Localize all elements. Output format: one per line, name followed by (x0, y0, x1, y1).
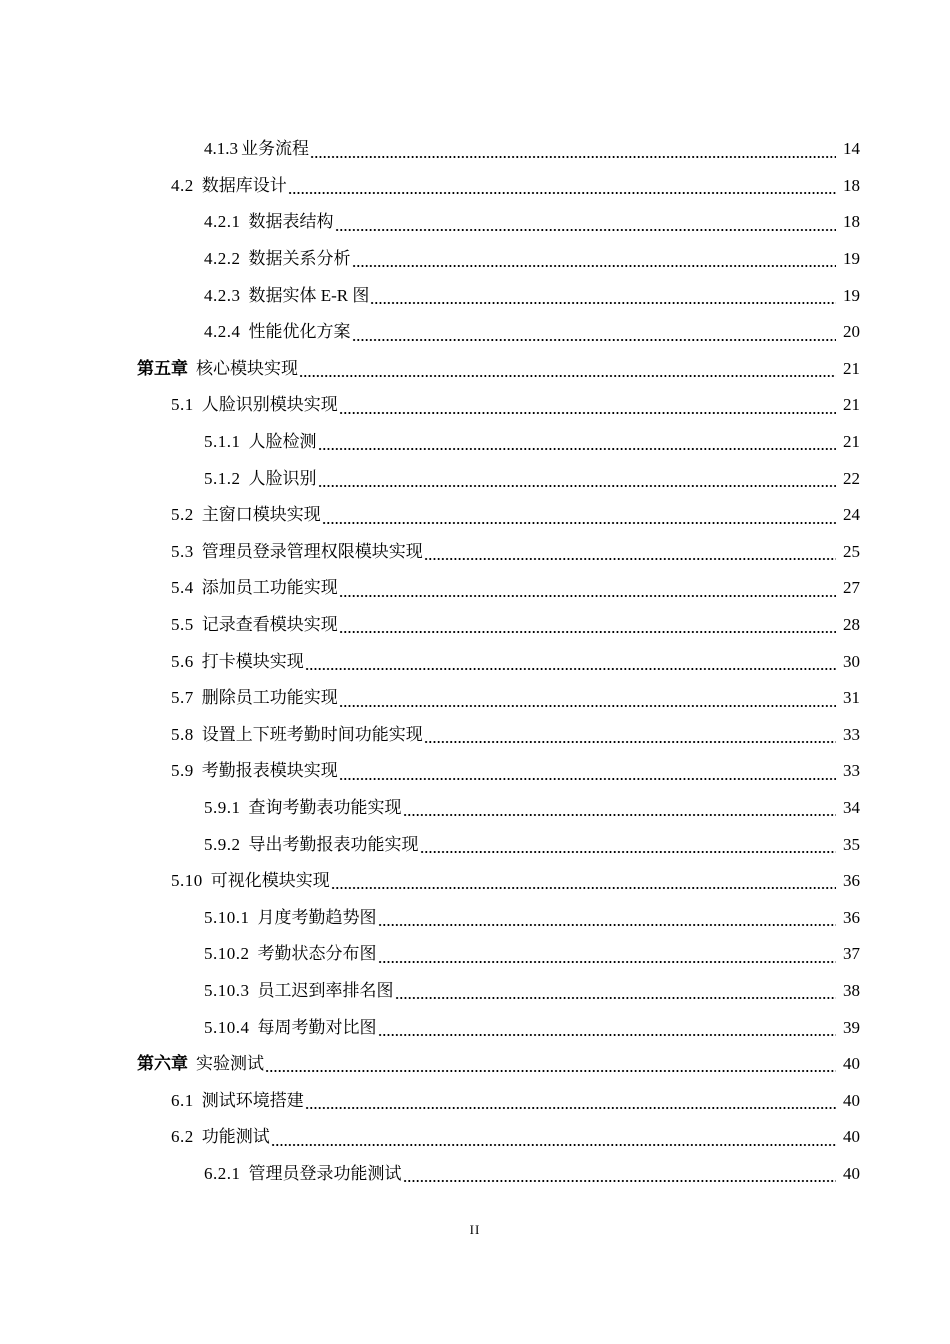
toc-entry-number: 5.10.4 (204, 1017, 250, 1037)
toc-entry[interactable] (0, 424, 950, 461)
toc-dot-leader (305, 668, 836, 670)
toc-entry-title: 功能测试 (201, 1127, 270, 1147)
toc-dot-leader (339, 631, 836, 633)
toc-entry[interactable] (0, 717, 950, 754)
toc-entry-page: 33 (843, 761, 860, 781)
toc-dot-leader (339, 412, 836, 414)
toc-entry-page: 19 (843, 285, 860, 305)
toc-entry-label (204, 907, 377, 929)
toc-entry-number: 第六章 (137, 1054, 188, 1074)
toc-entry-label (171, 870, 330, 892)
toc-entry-title: 添加员工功能实现 (201, 578, 338, 598)
toc-dot-leader (370, 302, 836, 304)
toc-entry[interactable] (0, 241, 950, 278)
toc-entry-number: 5.1 (171, 395, 194, 415)
toc-dot-leader (322, 522, 836, 524)
toc-entry-page: 21 (843, 358, 860, 378)
toc-dot-leader (339, 705, 836, 707)
toc-entry-title: 设置上下班考勤时间功能实现 (201, 724, 423, 744)
toc-entry[interactable] (0, 351, 950, 388)
toc-entry-title: 查询考勤表功能实现 (248, 797, 402, 817)
toc-entry-page: 22 (843, 468, 860, 488)
toc-entry[interactable] (0, 534, 950, 571)
toc-entry-page: 35 (843, 834, 860, 854)
toc-entry-title: 核心模块实现 (196, 358, 298, 378)
toc-entry[interactable] (0, 1156, 950, 1193)
toc-entry-title: 测试环境搭建 (201, 1090, 304, 1110)
toc-dot-leader (288, 192, 836, 194)
toc-entry-title: 月度考勤趋势图 (257, 907, 377, 927)
toc-entry-number: 5.3 (171, 541, 194, 561)
toc-dot-leader (299, 375, 836, 377)
toc-dot-leader (395, 997, 837, 999)
toc-entry-page: 38 (843, 980, 860, 1000)
page-number: II (469, 1222, 481, 1237)
toc-entry-title: 可视化模块实现 (210, 871, 330, 891)
toc-entry-title: 考勤报表模块实现 (201, 761, 338, 781)
toc-entry-title: 人脸检测 (248, 432, 317, 452)
toc-entry[interactable] (0, 643, 950, 680)
toc-entry-label (171, 724, 423, 746)
toc-entry[interactable] (0, 277, 950, 314)
toc-entry-page: 36 (843, 871, 860, 891)
toc-entry[interactable] (0, 204, 950, 241)
toc-entry-title: 打卡模块实现 (201, 651, 304, 671)
toc-entry-title: 导出考勤报表功能实现 (248, 834, 419, 854)
toc-entry-number: 5.10 (171, 871, 203, 891)
toc-entry-number: 5.1.2 (204, 468, 241, 488)
toc-entry-label (171, 687, 338, 709)
toc-entry-number: 4.1.3 (204, 139, 238, 159)
toc-entry-page: 28 (843, 615, 860, 635)
toc-entry-number: 5.10.1 (204, 907, 250, 927)
toc-entry-page: 18 (843, 175, 860, 195)
toc-entry[interactable] (0, 973, 950, 1010)
toc-entry-label (137, 358, 298, 380)
toc-entry-label (171, 504, 321, 526)
toc-entry-title: 性能优化方案 (248, 322, 351, 342)
toc-entry-number: 4.2.2 (204, 249, 241, 269)
toc-entry-page: 34 (843, 797, 860, 817)
toc-entry-page: 24 (843, 505, 860, 525)
toc-dot-leader (378, 961, 837, 963)
toc-entry-number: 5.10.3 (204, 980, 250, 1000)
toc-entry-page: 39 (843, 1017, 860, 1037)
toc-entry-label (204, 1163, 402, 1185)
toc-dot-leader (339, 595, 836, 597)
toc-entry-title: 数据关系分析 (248, 249, 351, 269)
toc-entry-number: 5.4 (171, 578, 194, 598)
toc-entry[interactable] (0, 1082, 950, 1119)
toc-dot-leader (420, 851, 837, 853)
toc-entry-page: 21 (843, 395, 860, 415)
toc-entry-label (171, 1126, 270, 1148)
toc-dot-leader (265, 1070, 836, 1072)
toc-entry-label (204, 797, 402, 819)
toc-entry-title: 管理员登录管理权限模块实现 (201, 541, 423, 561)
toc-entry[interactable] (0, 680, 950, 717)
toc-entry-page: 40 (843, 1054, 860, 1074)
toc-entry-label (204, 248, 351, 270)
toc-dot-leader (352, 339, 837, 341)
toc-entry-page: 37 (843, 944, 860, 964)
toc-entry-title: 人脸识别模块实现 (201, 395, 338, 415)
toc-dot-leader (331, 887, 836, 889)
toc-entry-number: 4.2 (171, 175, 194, 195)
toc-entry[interactable] (0, 826, 950, 863)
toc-entry[interactable] (0, 131, 950, 168)
toc-entry[interactable] (0, 1046, 950, 1083)
toc-entry-page: 40 (843, 1163, 860, 1183)
toc-entry-number: 4.2.4 (204, 322, 241, 342)
toc-entry-label (171, 577, 338, 599)
toc-entry[interactable] (0, 899, 950, 936)
toc-entry-number: 4.2.1 (204, 212, 241, 232)
toc-entry-page: 30 (843, 651, 860, 671)
toc-entry-page: 31 (843, 688, 860, 708)
toc-entry-label (204, 834, 419, 856)
toc-entry-label (204, 138, 309, 160)
toc-dot-leader (305, 1107, 836, 1109)
toc-entry-title: 每周考勤对比图 (257, 1017, 377, 1037)
toc-entry[interactable] (0, 607, 950, 644)
toc-entry-title: 主窗口模块实现 (201, 505, 321, 525)
toc-entry-title: 删除员工功能实现 (201, 688, 338, 708)
toc-dot-leader (424, 558, 836, 560)
toc-dot-leader (271, 1144, 836, 1146)
toc-entry[interactable] (0, 168, 950, 205)
toc-entry-title: 考勤状态分布图 (257, 944, 377, 964)
toc-dot-leader (378, 1034, 837, 1036)
toc-entry-label (204, 285, 369, 307)
toc-entry[interactable] (0, 497, 950, 534)
toc-entry[interactable] (0, 753, 950, 790)
table-of-contents (0, 131, 950, 1192)
toc-entry-label (171, 175, 287, 197)
toc-entry-title: 人脸识别 (248, 468, 317, 488)
toc-dot-leader (352, 265, 837, 267)
toc-dot-leader (378, 924, 837, 926)
toc-dot-leader (318, 448, 837, 450)
toc-entry-page: 27 (843, 578, 860, 598)
toc-entry-title: 数据库设计 (201, 175, 287, 195)
toc-entry-title: 员工迟到率排名图 (257, 980, 394, 1000)
toc-entry-page: 25 (843, 541, 860, 561)
toc-entry-number: 4.2.3 (204, 285, 241, 305)
toc-entry-number: 5.9.2 (204, 834, 241, 854)
toc-entry-label (204, 468, 317, 490)
toc-entry-title: 管理员登录功能测试 (248, 1163, 402, 1183)
toc-entry-number: 第五章 (137, 358, 188, 378)
toc-entry-number: 6.2 (171, 1127, 194, 1147)
toc-dot-leader (403, 1180, 837, 1182)
toc-entry[interactable] (0, 1009, 950, 1046)
toc-dot-leader (403, 814, 837, 816)
toc-entry-number: 5.10.2 (204, 944, 250, 964)
toc-entry-label (204, 431, 317, 453)
toc-entry[interactable] (0, 460, 950, 497)
toc-entry-title: 业务流程 (241, 139, 309, 159)
toc-dot-leader (310, 156, 836, 158)
toc-entry[interactable] (0, 1119, 950, 1156)
toc-entry-page: 33 (843, 724, 860, 744)
toc-entry-number: 6.2.1 (204, 1163, 241, 1183)
toc-entry[interactable] (0, 387, 950, 424)
toc-entry-label (204, 321, 351, 343)
toc-entry-number: 5.1.1 (204, 432, 241, 452)
toc-entry-page: 19 (843, 249, 860, 269)
toc-entry-title: 实验测试 (196, 1054, 264, 1074)
toc-entry-label (171, 394, 338, 416)
toc-entry-title: 数据实体 E-R 图 (248, 285, 370, 305)
toc-entry-label (137, 1053, 264, 1075)
toc-entry-label (204, 980, 394, 1002)
toc-entry-label (171, 1090, 304, 1112)
toc-dot-leader (318, 485, 837, 487)
toc-entry[interactable] (0, 936, 950, 973)
toc-entry-number: 6.1 (171, 1090, 194, 1110)
toc-entry-label (171, 651, 304, 673)
toc-entry-label (204, 1017, 377, 1039)
toc-entry[interactable] (0, 314, 950, 351)
toc-entry[interactable] (0, 570, 950, 607)
toc-entry-page: 14 (843, 139, 860, 159)
toc-entry-label (171, 541, 423, 563)
toc-dot-leader (339, 778, 836, 780)
toc-entry-page: 40 (843, 1127, 860, 1147)
toc-entry-label (171, 614, 338, 636)
toc-entry-number: 5.5 (171, 615, 194, 635)
toc-entry-title: 记录查看模块实现 (201, 615, 338, 635)
toc-entry-page: 18 (843, 212, 860, 232)
toc-entry-label (171, 760, 338, 782)
toc-entry-number: 5.9 (171, 761, 194, 781)
toc-dot-leader (335, 229, 837, 231)
toc-entry[interactable] (0, 790, 950, 827)
toc-entry[interactable] (0, 863, 950, 900)
toc-entry-page: 36 (843, 907, 860, 927)
toc-entry-page: 40 (843, 1090, 860, 1110)
toc-dot-leader (424, 741, 836, 743)
toc-entry-number: 5.6 (171, 651, 194, 671)
toc-entry-title: 数据表结构 (248, 212, 334, 232)
toc-entry-page: 20 (843, 322, 860, 342)
toc-entry-number: 5.9.1 (204, 797, 241, 817)
toc-entry-label (204, 943, 377, 965)
toc-entry-page: 21 (843, 432, 860, 452)
toc-entry-number: 5.8 (171, 724, 194, 744)
toc-entry-number: 5.7 (171, 688, 194, 708)
toc-entry-number: 5.2 (171, 505, 194, 525)
toc-entry-label (204, 211, 334, 233)
